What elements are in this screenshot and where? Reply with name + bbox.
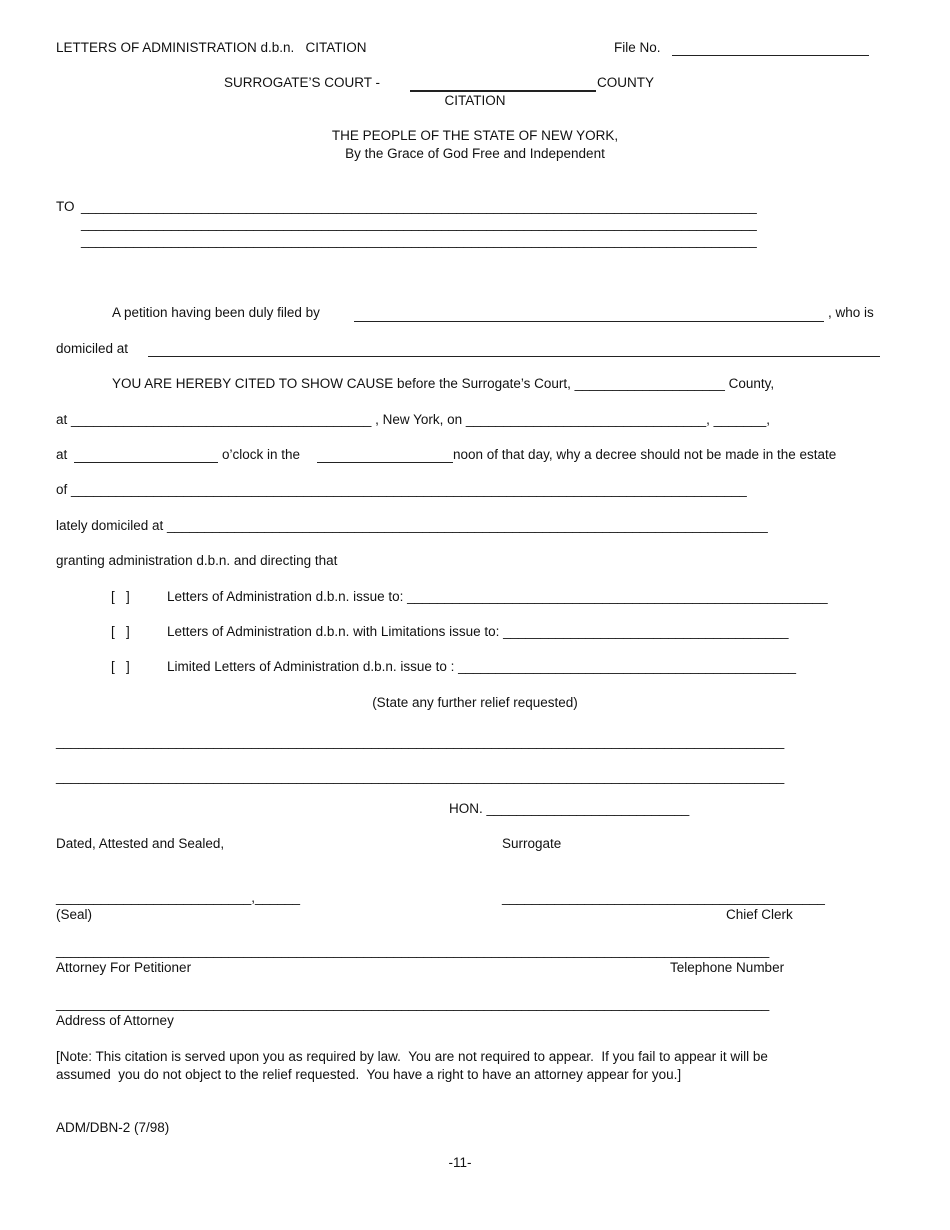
surrogate-court-label: SURROGATE’S COURT - <box>224 75 381 90</box>
option-3-text[interactable]: Limited Letters of Administration d.b.n. issue to : _____________________________________________ <box>167 659 797 674</box>
form-title: LETTERS OF ADMINISTRATION d.b.n. CITATION <box>56 40 367 55</box>
address-label: Address of Attorney <box>56 1013 174 1028</box>
file-no-field[interactable] <box>672 55 869 56</box>
relief-label: (State any further relief requested) <box>372 695 578 710</box>
noon-text: noon of that day, why a decree should not be made in the estate <box>453 447 837 462</box>
court-date-line[interactable]: at ________________________________________ , New York, on ________________________________, _______, <box>56 412 770 427</box>
county-field[interactable] <box>410 90 596 92</box>
hon-line[interactable]: HON. ___________________________ <box>449 801 690 816</box>
page-number: -11- <box>448 1155 472 1170</box>
granting-line: granting administration d.b.n. and directing that <box>56 553 338 568</box>
estate-of-line[interactable]: of __________________________________________________________________________________________ <box>56 482 747 497</box>
relief-line-1[interactable]: _________________________________________________________________________________________________ <box>56 734 785 749</box>
to-line-3[interactable]: __________________________________________________________________________________________ <box>81 233 757 248</box>
address-line[interactable]: _______________________________________________________________________________________________ <box>56 996 770 1011</box>
surrogate-label: Surrogate <box>502 836 562 851</box>
option-2-checkbox[interactable]: [ ] <box>111 624 130 639</box>
option-1-checkbox[interactable]: [ ] <box>111 589 130 604</box>
lately-domiciled-line[interactable]: lately domiciled at ________________________________________________________________________________ <box>56 518 768 533</box>
option-2-text[interactable]: Letters of Administration d.b.n. with Limitations issue to: ______________________________________ <box>167 624 789 639</box>
county-label: COUNTY <box>597 75 654 90</box>
file-no-label: File No. <box>614 40 661 55</box>
hour-field[interactable] <box>74 462 218 463</box>
note-line-1: [Note: This citation is served upon you as required by law. You are not required to appear. If you fail to appear it will be <box>56 1049 768 1064</box>
petitioner-field[interactable] <box>354 321 824 322</box>
at-label: at <box>56 447 68 462</box>
option-1-text[interactable]: Letters of Administration d.b.n. issue to: ________________________________________________________ <box>167 589 828 604</box>
domiciled-label: domiciled at <box>56 341 129 356</box>
chief-clerk-signature-line[interactable]: ___________________________________________ <box>502 890 825 905</box>
attorney-label: Attorney For Petitioner <box>56 960 192 975</box>
to-line-1[interactable]: __________________________________________________________________________________________ <box>81 199 757 214</box>
attorney-line[interactable]: _______________________________________________________________________________________________ <box>56 943 770 958</box>
note-line-2: assumed you do not object to the relief requested. You have a right to have an attorney appear for you.] <box>56 1067 682 1082</box>
option-3-checkbox[interactable]: [ ] <box>111 659 130 674</box>
noon-field[interactable] <box>317 462 453 463</box>
dated-label: Dated, Attested and Sealed, <box>56 836 225 851</box>
relief-line-2[interactable]: _________________________________________________________________________________________________ <box>56 769 785 784</box>
petition-suffix: , who is <box>828 305 874 320</box>
to-label: TO <box>56 199 75 214</box>
petition-prefix: A petition having been duly filed by <box>112 305 320 320</box>
people-line: THE PEOPLE OF THE STATE OF NEW YORK, <box>331 128 619 143</box>
grace-line: By the Grace of God Free and Independent <box>345 146 605 161</box>
domicile-field[interactable] <box>148 356 880 357</box>
cited-text: YOU ARE HEREBY CITED TO SHOW CAUSE before the Surrogate’s Court, ____________________ County, <box>112 376 775 391</box>
chief-clerk-label: Chief Clerk <box>726 907 793 922</box>
telephone-label: Telephone Number <box>670 960 785 975</box>
oclock-text: o’clock in the <box>222 447 301 462</box>
citation-title: CITATION <box>444 93 506 108</box>
to-line-2[interactable]: __________________________________________________________________________________________ <box>81 216 757 231</box>
date-line[interactable]: __________________________,______ <box>56 890 301 905</box>
form-code: ADM/DBN-2 (7/98) <box>56 1120 170 1135</box>
seal-label: (Seal) <box>56 907 93 922</box>
